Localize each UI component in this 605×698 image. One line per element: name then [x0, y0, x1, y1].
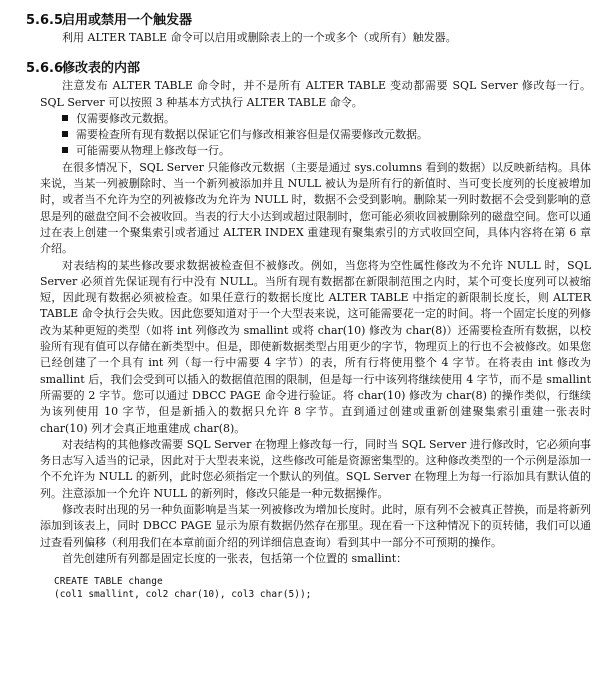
body-paragraph: 在很多情况下，SQL Server 只能修改元数据（主要是通过 sys.columns 看到的数据）以反映新结构。具体来说，当某一列被删除时、当一个新列被添加并且 NULL 被认为是所有行的新值时、当可变长度列的长度被增加时，或者当不允许为空的列被修改为允许为 NULL 时，数据不会受到影响。删除某一列时数据不会受到影响的意思是列的磁盘空间不会被收回。当表的行大小达到或超过限制时，您可能必须收回被删除列的磁盘空间。您可以通过在表上创建一个聚集索引或者通过 ALTER INDEX 重建现有聚集索引的方式收回空间，具体内容将在第 6 章介绍。 — [40, 160, 591, 256]
section-body: 利用 ALTER TABLE 命令可以启用或删除表上的一个或多个（或所有）触发器。 — [62, 31, 457, 44]
body-paragraph: 修改表时出现的另一种负面影响是当某一列被修改为增加长度时。此时，原有列不会被真正替换，而是将新列添加到该表上，同时 DBCC PAGE 显示为原有数据仍然存在那里。现在看一下这种情况下的页转储，我们可以通过查看列偏移（利用我们在本章前面介绍的列详细信息查询）看到其中一部分不可预期的操作。 — [40, 503, 591, 549]
square-bullet-icon — [62, 115, 68, 121]
section-title: 修改表的内部 — [62, 61, 141, 77]
section-5-6-5 — [26, 12, 591, 46]
section-title: 启用或禁用一个触发器 — [62, 13, 193, 28]
section-heading — [26, 60, 591, 78]
list-item: 仅需要修改元数据。 — [62, 111, 591, 127]
body-paragraph: 对表结构的其他修改需要 SQL Server 在物理上修改每一行，同时当 SQL Server 进行修改时，它必须向事务日志写入适当的记录，因此对于大型表来说，这些修改可能是资源密集型的。这种修改类型的一个示例是添加一个不允许为 NULL 的新列，此时您必须指定一个默认的列值。SQL Server 在物理上为每一行添加具有默认值的列。注意添加一个允许 NULL 的新列时，修改只能是一种元数据操作。 — [40, 437, 591, 500]
section-heading — [26, 12, 591, 30]
body-paragraph: 首先创建所有列都是固定长度的一张表，包括第一个位置的 smallint： — [62, 551, 408, 565]
intro-paragraph: 注意发布 ALTER TABLE 命令时，并不是所有 ALTER TABLE 变动都需要 SQL Server 修改每一行。SQL Server 可以按照 3 种基本方式执行 ALTER TABLE 命令。 — [40, 79, 591, 109]
code-block: CREATE TABLE change (col1 smallint, col2 char(10), col3 char(5)); — [54, 576, 312, 601]
section-number: 5.6.5 — [26, 13, 64, 28]
body-paragraph: 对表结构的某些修改要求数据被检查但不被修改。例如，当您将为空性属性修改为不允许 NULL 时，SQL Server 必须首先保证现有行中没有 NULL。当所有现有数据都在新限制范围之内时，某个可变长度列可以被缩短，因此现有数据必须被检查。如果任意行的数据长度比 ALTER TABLE 中指定的新限制长度长，则 ALTER TABLE 命令执行会失败。因此您要知道对于一个大型表来说，这可能需要花一定的时间。将一个固定长度的列修改为某种更短的类型（如将 int 列修改为 smallint 或将 char(10) 修改为 char(8)）还需要检查所有数据，以校验所有现有值可以存储在新类型中。但是，即使新数据类型占用更少的字节，物理页上的行也不会被修改。如果您已经创建了一个具有 int 列（每一行中需要 4 字节）的表，所有行将使用整个 4 字节。在将表由 int 修改为 smallint 后，我们会受到可以插入的数据值范围的限制，但是每一行中该列将继续使用 4 字节，而不是 smallint 所需要的 2 字节。您可以通过 DBCC PAGE 命令进行验证。将 char(10) 修改为 char(8) 的操作类似，行继续为该列使用 10 字节，但是新插入的数据只允许 8 字节。直到通过创建或重新创建聚集索引重建一张表时 char(10) 列才会真正地重建成 char(8)。 — [40, 258, 591, 435]
square-bullet-icon — [62, 131, 68, 137]
list-item: 可能需要从物理上修改每一行。 — [62, 143, 591, 159]
section-number: 5.6.6 — [26, 61, 64, 77]
list-item: 需要检查所有现有数据以保证它们与修改相兼容但是仅需要修改元数据。 — [62, 127, 591, 143]
square-bullet-icon — [62, 147, 68, 153]
section-5-6-6 — [26, 60, 591, 601]
bullet-list — [40, 111, 591, 160]
